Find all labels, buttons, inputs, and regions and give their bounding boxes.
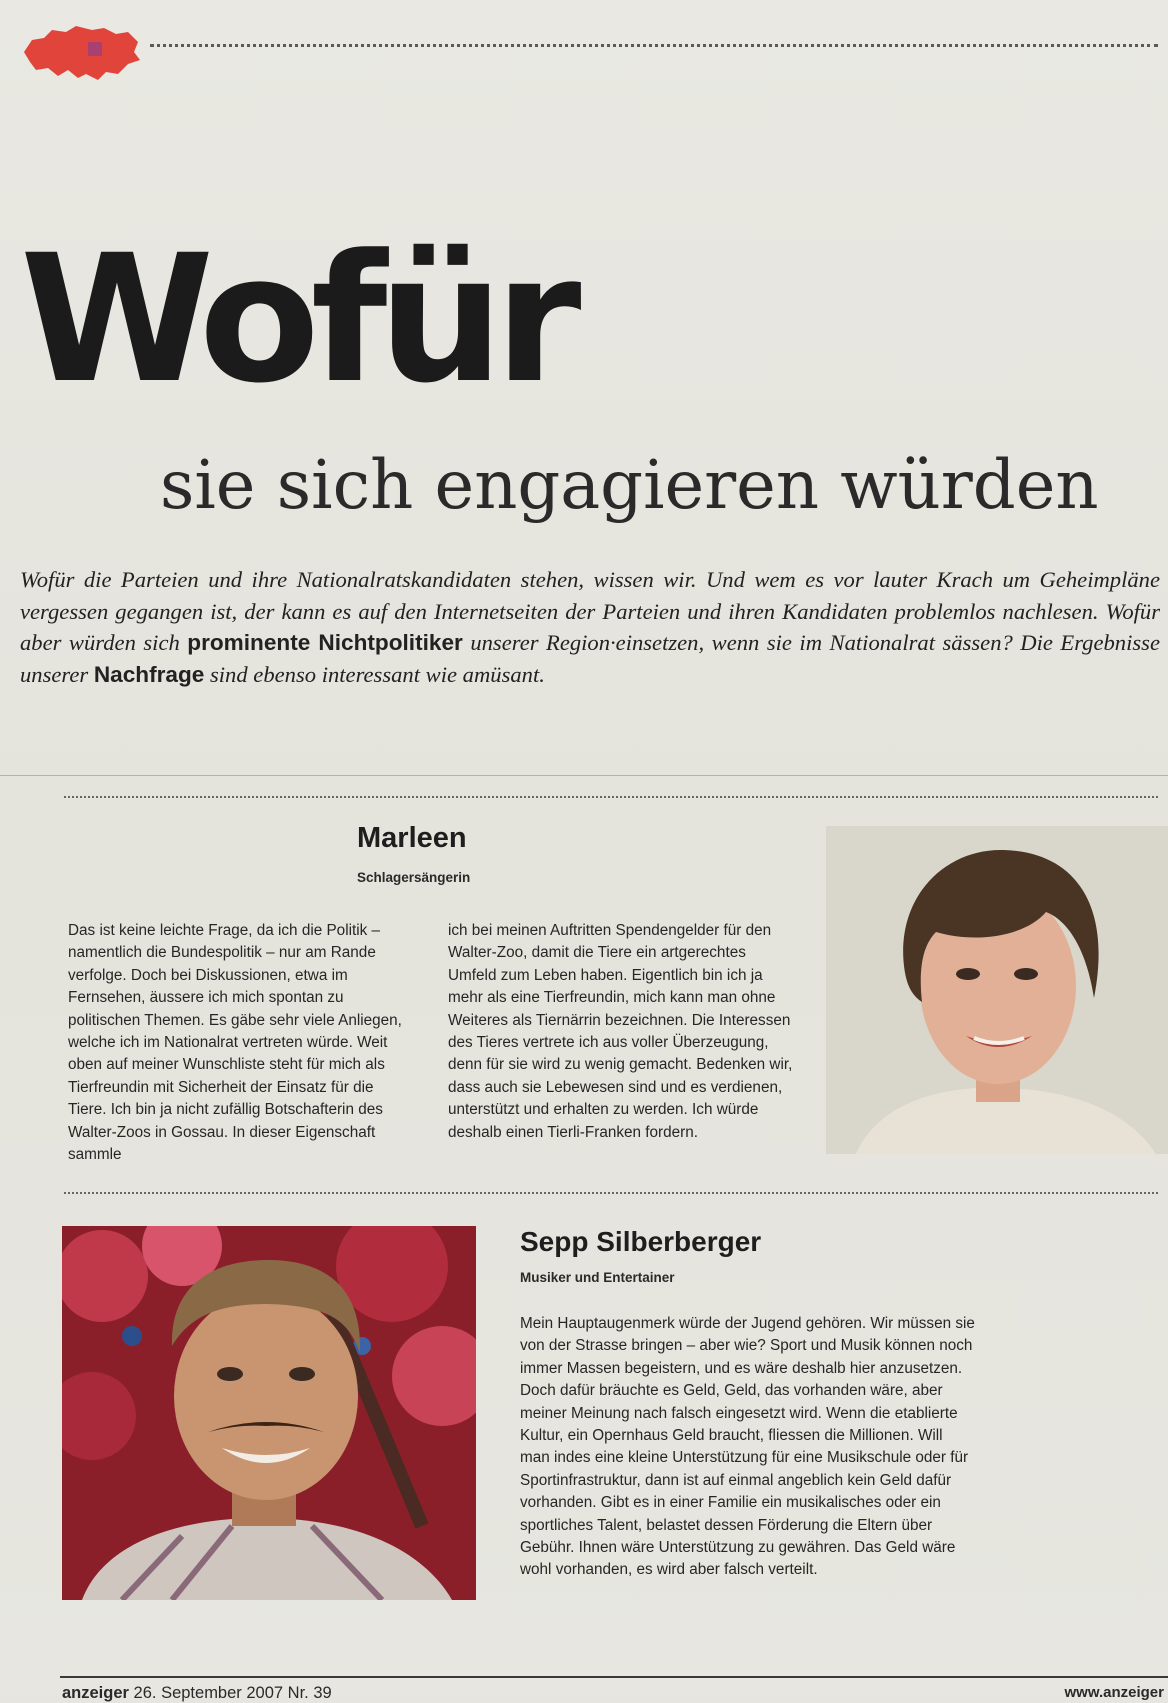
- dotted-rule: [64, 1192, 1158, 1194]
- profile-role: Schlagersängerin: [357, 870, 471, 885]
- profile-name: Sepp Silberberger: [520, 1226, 762, 1257]
- lead-bold-2: Nachfrage: [93, 661, 205, 687]
- headline-sub: sie sich engagieren würden: [160, 446, 1099, 524]
- profile-text: Mein Hauptaugenmerk würde der Jugend gehören. Wir müssen sie von der Strasse bringen – aber wie? Sport und Musik können noch immer Massen begeistern, und es wäre deshalb hier anzusetzen. Doch dafür bräuchte es Geld, Geld, das vorhanden wäre, aber meiner Meinung nach falsch eingesetzt wird. Wenn die etablierte Kultur, ein Opernhaus Geld braucht, fliessen die Millionen. Will man indes eine kleine Unterstützung für eine Musikschule oder für Sportinfrastruktur, dann ist auf einmal angeblich kein Geld dafür vorhanden. Gibt es in einer Familie ein musikalisches oder ein sportliches Talent, belastet dessen Förderung die Eltern über Gebühr. Ihnen wäre Unterstützung zu gewähren. Das Geld wäre wohl vorhanden, es wird aber falsch verteilt.: [520, 1315, 975, 1579]
- lead-text-2: unserer Region·einsetzen, wenn sie im Nationalrat sässen? Die Ergebnisse unserer: [20, 630, 1160, 687]
- profile-role: Musiker und Entertainer: [520, 1270, 675, 1285]
- headline-main: Wofür: [20, 217, 573, 422]
- lead-paragraph: [20, 564, 1160, 690]
- dotted-rule: [64, 796, 1158, 798]
- footer-brand: anzeiger: [62, 1684, 129, 1702]
- lead-text-3: sind ebenso interessant wie amüsant.: [204, 661, 545, 687]
- footer-rule: [60, 1676, 1168, 1678]
- footer-date: 26. September 2007: [133, 1684, 284, 1702]
- profile-text-column-1: Das ist keine leichte Frage, da ich die Politik – namentlich die Bundespolitik – nur am Rande verfolge. Doch bei Diskussionen, etwa im Fernsehen, äussere ich mich spontan zu politischen Themen. Es gäbe sehr viele Anliegen, welche ich im Nationalrat vertreten würde. Weit oben auf meiner Wunschliste steht für mich als Tierfreundin mit Sicherheit der Einsatz für die Tiere. Ich bin ja nicht zufällig Botschafterin des Walter-Zoos in Gossau. In dieser Eigenschaft sammle: [68, 922, 402, 1164]
- profile-text-column-2: ich bei meinen Auftritten Spendengelder für den Walter-Zoo, damit die Tiere ein artgerechtes Umfeld zum Leben haben. Eigentlich bin ich ja mehr als eine Tierfreundin, mich kann man ohne Weiteres als Tiernärrin bezeichnen. Die Interessen des Tieres vertrete ich aus voller Überzeugung, denn für sie wird zu wenig gemacht. Bedenken wir, dass auch sie Lebewesen sind und es verdienen, unterstützt und erhalten zu werden. Ich würde deshalb einen Tierli-Franken fordern.: [448, 922, 793, 1141]
- profile-name: Marleen: [357, 822, 467, 854]
- lead-bold-1: prominente Nichtpolitiker: [187, 630, 463, 655]
- footer-url[interactable]: www.anzeiger: [1064, 1684, 1164, 1701]
- swiss-map-icon: [18, 22, 144, 84]
- portrait-man-photo: [62, 1226, 476, 1600]
- portrait-woman-photo: [826, 826, 1168, 1154]
- footer-issue: Nr. 39: [287, 1684, 332, 1702]
- lead-text-1: Wofür die Parteien und ihre Nationalratskandidaten stehen, wissen wir. Und wem es vor lauter Krach um Geheimpläne vergessen gegangen ist, der kann es auf den Internetseiten der Parteien und ihren Kandidaten problemlos nachlesen. Wofür aber würden sich: [20, 567, 1160, 655]
- section-divider: [0, 775, 1168, 776]
- header-dotted-rule: [150, 44, 1158, 47]
- footer-info: [62, 1684, 332, 1703]
